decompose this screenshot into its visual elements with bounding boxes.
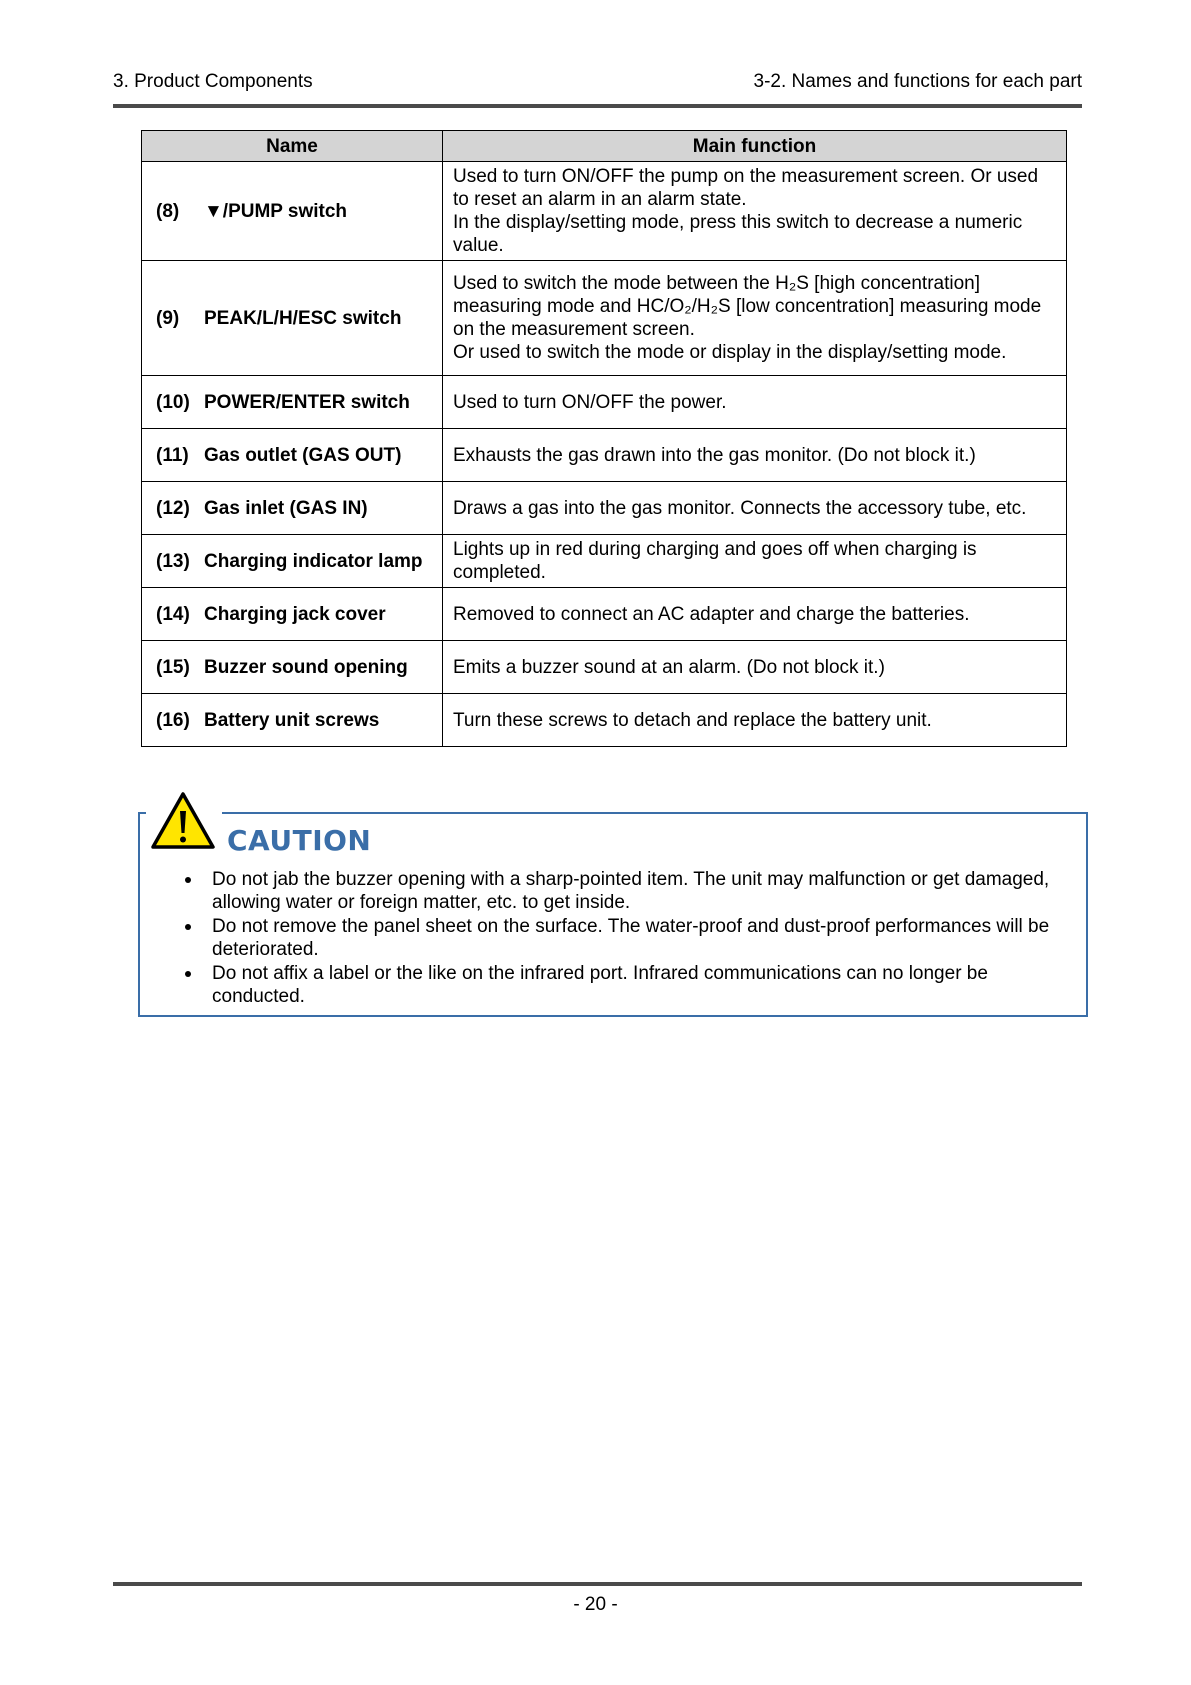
table-row — [142, 482, 1067, 535]
part-number: (11) — [156, 444, 189, 466]
function-text: Draws a gas into the gas monitor. Connects the accessory tube, etc. — [453, 497, 1027, 519]
table-row — [142, 641, 1067, 694]
part-number: (12) — [156, 497, 190, 519]
function-text: In the display/setting mode, press this switch to decrease a numeric value. — [453, 212, 1023, 256]
caution-title: CAUTION — [227, 824, 372, 857]
part-number: (15) — [156, 656, 190, 678]
part-number: (14) — [156, 603, 190, 625]
name-cell — [142, 261, 443, 376]
caution-item: Do not remove the panel sheet on the surface. The water-proof and dust-proof performances will be deteriorated. — [182, 915, 1062, 961]
function-text: Lights up in red during charging and goes off when charging is completed. — [453, 539, 977, 583]
function-cell — [443, 694, 1067, 747]
caution-item: Do not jab the buzzer opening with a sharp-pointed item. The unit may malfunction or get damaged, allowing water or foreign matter, etc. to get inside. — [182, 868, 1062, 914]
column-header-function: Main function — [443, 131, 1067, 162]
part-number: (8) — [156, 200, 180, 222]
footer-divider — [113, 1582, 1082, 1586]
section-title: 3. Product Components — [113, 71, 313, 92]
function-cell — [443, 376, 1067, 429]
name-cell — [142, 535, 443, 588]
subsection-title: 3-2. Names and functions for each part — [753, 71, 1082, 92]
function-cell — [443, 641, 1067, 694]
table-row — [142, 429, 1067, 482]
function-cell — [443, 535, 1067, 588]
part-name: Buzzer sound opening — [204, 656, 408, 678]
part-number: (9) — [156, 307, 180, 329]
function-text: Removed to connect an AC adapter and charge the batteries. — [453, 603, 970, 625]
table-row — [142, 261, 1067, 376]
name-cell — [142, 482, 443, 535]
function-cell — [443, 261, 1067, 376]
part-name: POWER/ENTER switch — [204, 391, 410, 413]
function-text: Exhausts the gas drawn into the gas monitor. (Do not block it.) — [453, 444, 976, 466]
header-divider — [113, 104, 1082, 108]
table-row — [142, 694, 1067, 747]
part-name: PEAK/L/H/ESC switch — [204, 307, 402, 329]
column-header-name: Name — [142, 131, 443, 162]
function-cell — [443, 588, 1067, 641]
warning-triangle-icon — [150, 791, 216, 851]
table-row — [142, 535, 1067, 588]
function-cell — [443, 429, 1067, 482]
name-cell — [142, 588, 443, 641]
parts-table — [141, 130, 1067, 747]
function-text: Used to turn ON/OFF the pump on the measurement screen. Or used to reset an alarm in an alarm state. — [453, 166, 1039, 210]
name-cell — [142, 376, 443, 429]
table-header-row — [142, 131, 1067, 162]
part-name: Charging jack cover — [204, 603, 386, 625]
name-cell — [142, 641, 443, 694]
caution-list — [182, 868, 1062, 1009]
function-text: Turn these screws to detach and replace the battery unit. — [453, 709, 932, 731]
function-cell — [443, 162, 1067, 261]
function-text: Used to switch the mode between the H₂S [high concentration] measuring mode and HC/O₂/H₂S [low concentration] measuring mode on the measurement screen. — [453, 273, 1042, 340]
table-row — [142, 162, 1067, 261]
function-text: Used to turn ON/OFF the power. — [453, 391, 727, 413]
part-name: Charging indicator lamp — [204, 550, 423, 572]
function-text: Emits a buzzer sound at an alarm. (Do not block it.) — [453, 656, 885, 678]
table-row — [142, 376, 1067, 429]
function-cell — [443, 482, 1067, 535]
name-cell — [142, 162, 443, 261]
part-number: (13) — [156, 550, 190, 572]
part-number: (16) — [156, 709, 190, 731]
part-name: Gas inlet (GAS IN) — [204, 497, 368, 519]
function-text: Or used to switch the mode or display in the display/setting mode. — [453, 342, 1007, 363]
part-name: Gas outlet (GAS OUT) — [204, 444, 402, 466]
name-cell — [142, 694, 443, 747]
table-row — [142, 588, 1067, 641]
part-name: ▼/PUMP switch — [204, 200, 348, 222]
part-name: Battery unit screws — [204, 709, 380, 731]
caution-item: Do not affix a label or the like on the infrared port. Infrared communications can no longer be conducted. — [182, 962, 1062, 1008]
name-cell — [142, 429, 443, 482]
page-header — [113, 71, 1082, 97]
part-number: (10) — [156, 391, 190, 413]
page-number: - 20 - — [573, 1594, 618, 1615]
